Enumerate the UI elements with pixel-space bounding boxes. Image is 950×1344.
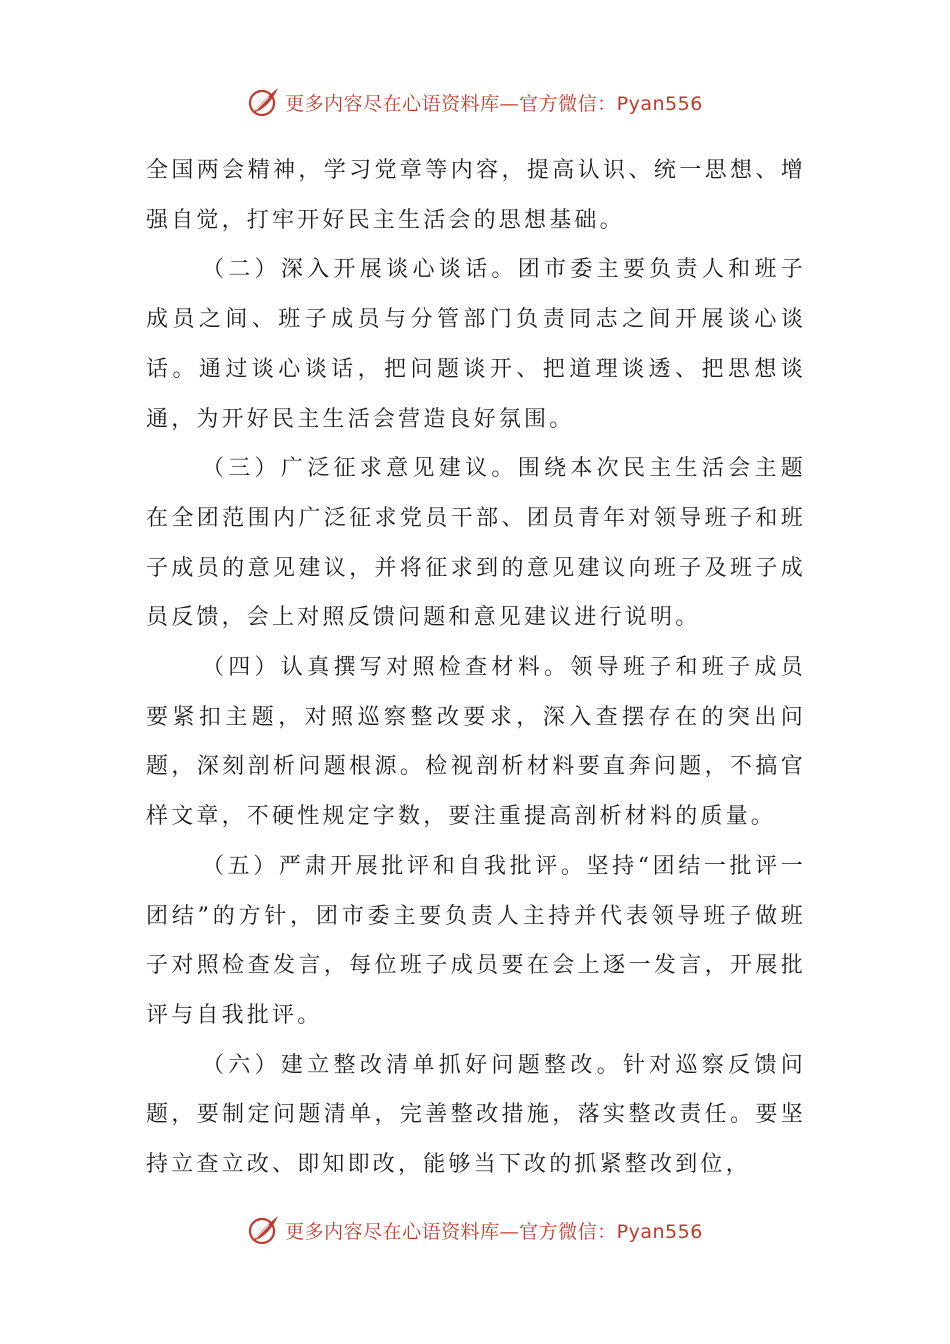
header-wechat-id: Pyan556 [616, 92, 703, 115]
paragraph-rectification: （六）建立整改清单抓好问题整改。针对巡察反馈问题，要制定问题清单，完善整改措施，落实整改责任。要坚持立查立改、即知即改，能够当下改的抓紧整改到位， [146, 1052, 806, 1178]
header-banner [0, 82, 950, 122]
paragraph-criticism: （五）严肃开展批评和自我批评。坚持“团结一批评一团结”的方针，团市委主要负责人主持并代表领导班子做班子对照检查发言，每位班子成员要在会上逐一发言，开展批评与自我批评。 [146, 853, 806, 1028]
quill-logo-icon [247, 1213, 281, 1247]
paragraph-talk: （二）深入开展谈心谈话。团市委主要负责人和班子成员之间、班子成员与分管部门负责同志之间开展谈心谈话。通过谈心谈话，把问题谈开、把道理谈透、把思想谈通，为开好民主生活会营造良好氛围。 [146, 257, 806, 432]
header-banner-text: 更多内容尽在心语资料库—官方微信：Pyan556 [285, 92, 703, 115]
quill-logo-icon [247, 85, 281, 119]
footer-banner [0, 1210, 950, 1250]
footer-banner-text: 更多内容尽在心语资料库—官方微信：Pyan556 [285, 1220, 703, 1243]
paragraph-materials: （四）认真撰写对照检查材料。领导班子和班子成员要紧扣主题，对照巡察整改要求，深入查摆存在的突出问题，深刻剖析问题根源。检视剖析材料要直奔问题，不搞官样文章，不硬性规定字数，要注重提高剖析材料的质量。 [146, 655, 806, 830]
paragraph-opinions: （三）广泛征求意见建议。围绕本次民主生活会主题在全团范围内广泛征求党员干部、团员青年对领导班子和班子成员的意见建议，并将征求到的意见建议向班子及班子成员反馈，会上对照反馈问题和意见建议进行说明。 [146, 456, 806, 631]
footer-wechat-id: Pyan556 [616, 1220, 703, 1243]
paragraph-continuation: 全国两会精神，学习党章等内容，提高认识、统一思想、增强自觉，打牢开好民主生活会的思想基础。 [146, 158, 806, 233]
document-body [146, 146, 806, 1190]
